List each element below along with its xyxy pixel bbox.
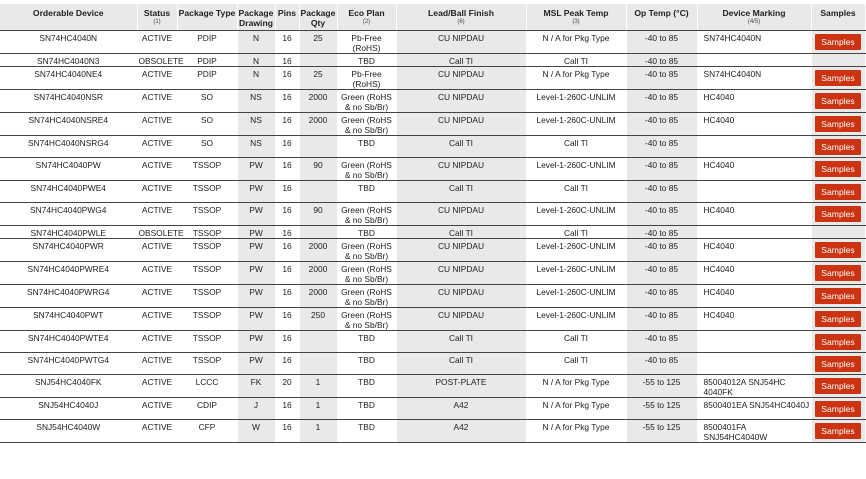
samples-button[interactable]: Samples xyxy=(815,423,860,439)
cell-op-temp: -55 to 125 xyxy=(626,420,697,443)
cell-pins: 16 xyxy=(275,262,299,285)
samples-button[interactable]: Samples xyxy=(815,34,860,50)
table-row xyxy=(0,54,865,67)
cell-package-type: TSSOP xyxy=(177,158,237,181)
cell-device-marking xyxy=(697,353,811,375)
cell-msl-peak-temp: Call TI xyxy=(526,226,626,239)
cell-msl-peak-temp: N / A for Pkg Type xyxy=(526,398,626,420)
cell-samples xyxy=(811,375,865,398)
cell-device: SN74HC4040PWRE4 xyxy=(0,262,137,285)
cell-package-drawing: PW xyxy=(237,203,275,226)
cell-package-qty xyxy=(299,54,337,67)
samples-button[interactable]: Samples xyxy=(815,401,860,417)
cell-eco-plan: TBD xyxy=(337,331,396,353)
cell-status: ACTIVE xyxy=(137,31,177,54)
samples-button[interactable]: Samples xyxy=(815,356,860,372)
cell-msl-peak-temp: Level-1-260C-UNLIM xyxy=(526,203,626,226)
cell-pins: 16 xyxy=(275,331,299,353)
table-row xyxy=(0,285,865,308)
cell-package-qty xyxy=(299,353,337,375)
cell-op-temp: -40 to 85 xyxy=(626,308,697,331)
cell-device: SN74HC4040NSRE4 xyxy=(0,113,137,136)
cell-device: SN74HC4040PWT xyxy=(0,308,137,331)
cell-device: SNJ54HC4040W xyxy=(0,420,137,443)
cell-pins: 16 xyxy=(275,285,299,308)
cell-pins: 16 xyxy=(275,90,299,113)
cell-package-type: TSSOP xyxy=(177,285,237,308)
samples-button[interactable]: Samples xyxy=(815,334,860,350)
cell-package-drawing: PW xyxy=(237,158,275,181)
table-row xyxy=(0,353,865,375)
header-samples: Samples xyxy=(811,4,865,31)
cell-lead-finish: A42 xyxy=(396,398,526,420)
cell-package-type: TSSOP xyxy=(177,262,237,285)
table-row xyxy=(0,136,865,158)
cell-device-marking xyxy=(697,226,811,239)
cell-pins: 16 xyxy=(275,308,299,331)
table-row xyxy=(0,113,865,136)
cell-eco-plan: Green (RoHS & no Sb/Br) xyxy=(337,90,396,113)
cell-msl-peak-temp: Level-1-260C-UNLIM xyxy=(526,90,626,113)
cell-pins: 16 xyxy=(275,113,299,136)
cell-op-temp: -40 to 85 xyxy=(626,239,697,262)
cell-status: ACTIVE xyxy=(137,181,177,203)
cell-package-qty: 25 xyxy=(299,31,337,54)
cell-msl-peak-temp: Call TI xyxy=(526,331,626,353)
samples-button[interactable]: Samples xyxy=(815,161,860,177)
cell-lead-finish: CU NIPDAU xyxy=(396,31,526,54)
cell-samples xyxy=(811,113,865,136)
cell-device-marking: 8500401EA SNJ54HC4040J xyxy=(697,398,811,420)
cell-package-type: LCCC xyxy=(177,375,237,398)
cell-samples xyxy=(811,90,865,113)
cell-samples xyxy=(811,239,865,262)
cell-samples xyxy=(811,67,865,90)
header-orderable-device: Orderable Device xyxy=(0,4,137,31)
table-row xyxy=(0,398,865,420)
cell-device-marking xyxy=(697,331,811,353)
cell-device: SN74HC4040NSR xyxy=(0,90,137,113)
cell-eco-plan: Green (RoHS & no Sb/Br) xyxy=(337,285,396,308)
cell-status: ACTIVE xyxy=(137,136,177,158)
table-row xyxy=(0,158,865,181)
cell-package-type: TSSOP xyxy=(177,353,237,375)
cell-device: SN74HC4040N xyxy=(0,31,137,54)
cell-lead-finish: POST-PLATE xyxy=(396,375,526,398)
cell-package-type: TSSOP xyxy=(177,308,237,331)
cell-lead-finish: Call TI xyxy=(396,136,526,158)
cell-msl-peak-temp: Call TI xyxy=(526,54,626,67)
cell-device-marking: HC4040 xyxy=(697,90,811,113)
header-package-type: Package Type xyxy=(177,4,237,31)
header-package-drawing: Package Drawing xyxy=(237,4,275,31)
cell-device: SN74HC4040PWTG4 xyxy=(0,353,137,375)
cell-samples xyxy=(811,31,865,54)
cell-package-type: CFP xyxy=(177,420,237,443)
cell-op-temp: -40 to 85 xyxy=(626,113,697,136)
table-row xyxy=(0,420,865,443)
cell-samples xyxy=(811,353,865,375)
cell-device: SN74HC4040PWRG4 xyxy=(0,285,137,308)
cell-pins: 16 xyxy=(275,31,299,54)
cell-lead-finish: Call TI xyxy=(396,54,526,67)
table-row xyxy=(0,181,865,203)
cell-eco-plan: TBD xyxy=(337,375,396,398)
cell-package-type: TSSOP xyxy=(177,331,237,353)
cell-device-marking: HC4040 xyxy=(697,262,811,285)
cell-package-qty: 1 xyxy=(299,420,337,443)
cell-package-qty: 2000 xyxy=(299,90,337,113)
cell-eco-plan: TBD xyxy=(337,54,396,67)
cell-pins: 16 xyxy=(275,67,299,90)
cell-package-drawing: PW xyxy=(237,285,275,308)
cell-lead-finish: CU NIPDAU xyxy=(396,308,526,331)
cell-status: OBSOLETE xyxy=(137,54,177,67)
cell-package-qty xyxy=(299,226,337,239)
cell-eco-plan: Green (RoHS & no Sb/Br) xyxy=(337,158,396,181)
cell-lead-finish: A42 xyxy=(396,420,526,443)
cell-device: SN74HC4040PWLE xyxy=(0,226,137,239)
cell-package-drawing: NS xyxy=(237,113,275,136)
cell-op-temp: -40 to 85 xyxy=(626,226,697,239)
cell-package-qty: 25 xyxy=(299,67,337,90)
cell-msl-peak-temp: Level-1-260C-UNLIM xyxy=(526,239,626,262)
table-row xyxy=(0,262,865,285)
cell-package-type: TSSOP xyxy=(177,239,237,262)
cell-device: SN74HC4040PWG4 xyxy=(0,203,137,226)
cell-samples xyxy=(811,136,865,158)
table-row xyxy=(0,331,865,353)
samples-button[interactable]: Samples xyxy=(815,206,860,222)
cell-device-marking xyxy=(697,181,811,203)
cell-samples xyxy=(811,226,865,239)
cell-status: ACTIVE xyxy=(137,285,177,308)
cell-msl-peak-temp: N / A for Pkg Type xyxy=(526,31,626,54)
cell-device: SNJ54HC4040FK xyxy=(0,375,137,398)
cell-msl-peak-temp: Level-1-260C-UNLIM xyxy=(526,308,626,331)
cell-eco-plan: TBD xyxy=(337,136,396,158)
cell-msl-peak-temp: Call TI xyxy=(526,181,626,203)
cell-device: SN74HC4040PWE4 xyxy=(0,181,137,203)
cell-package-type: SO xyxy=(177,113,237,136)
cell-samples xyxy=(811,54,865,67)
header-device-marking: Device Marking (4/5) xyxy=(697,4,811,31)
cell-device: SNJ54HC4040J xyxy=(0,398,137,420)
cell-samples xyxy=(811,308,865,331)
cell-msl-peak-temp: Level-1-260C-UNLIM xyxy=(526,158,626,181)
cell-lead-finish: CU NIPDAU xyxy=(396,239,526,262)
samples-button[interactable]: Samples xyxy=(815,70,860,86)
cell-op-temp: -40 to 85 xyxy=(626,262,697,285)
cell-package-drawing: N xyxy=(237,31,275,54)
samples-button[interactable]: Samples xyxy=(815,265,860,281)
cell-eco-plan: Pb-Free (RoHS) xyxy=(337,31,396,54)
cell-lead-finish: CU NIPDAU xyxy=(396,90,526,113)
table-row xyxy=(0,239,865,262)
cell-device: SN74HC4040NE4 xyxy=(0,67,137,90)
cell-package-drawing: PW xyxy=(237,262,275,285)
samples-button[interactable]: Samples xyxy=(815,93,860,109)
cell-eco-plan: Green (RoHS & no Sb/Br) xyxy=(337,308,396,331)
cell-status: ACTIVE xyxy=(137,375,177,398)
cell-device: SN74HC4040N3 xyxy=(0,54,137,67)
cell-samples xyxy=(811,203,865,226)
cell-samples xyxy=(811,420,865,443)
cell-eco-plan: TBD xyxy=(337,420,396,443)
cell-lead-finish: CU NIPDAU xyxy=(396,158,526,181)
cell-msl-peak-temp: Call TI xyxy=(526,136,626,158)
cell-pins: 16 xyxy=(275,420,299,443)
cell-package-drawing: N xyxy=(237,67,275,90)
cell-eco-plan: Green (RoHS & no Sb/Br) xyxy=(337,203,396,226)
cell-device: SN74HC4040PWR xyxy=(0,239,137,262)
samples-button[interactable]: Samples xyxy=(815,139,860,155)
table-header-row xyxy=(0,4,865,31)
cell-package-drawing: PW xyxy=(237,353,275,375)
cell-device-marking: HC4040 xyxy=(697,203,811,226)
cell-msl-peak-temp: Level-1-260C-UNLIM xyxy=(526,285,626,308)
table-row xyxy=(0,67,865,90)
cell-device-marking xyxy=(697,54,811,67)
cell-lead-finish: CU NIPDAU xyxy=(396,262,526,285)
cell-device-marking: SN74HC4040N xyxy=(697,31,811,54)
cell-eco-plan: TBD xyxy=(337,226,396,239)
samples-button[interactable]: Samples xyxy=(815,242,860,258)
cell-eco-plan: Green (RoHS & no Sb/Br) xyxy=(337,262,396,285)
cell-lead-finish: Call TI xyxy=(396,181,526,203)
cell-device: SN74HC4040PW xyxy=(0,158,137,181)
table-row xyxy=(0,308,865,331)
cell-status: ACTIVE xyxy=(137,420,177,443)
cell-package-qty: 1 xyxy=(299,398,337,420)
cell-package-drawing: PW xyxy=(237,331,275,353)
cell-device: SN74HC4040NSRG4 xyxy=(0,136,137,158)
cell-samples xyxy=(811,398,865,420)
cell-package-type: TSSOP xyxy=(177,181,237,203)
header-lead-finish: Lead/Ball Finish (6) xyxy=(396,4,526,31)
table-body xyxy=(0,31,865,443)
cell-op-temp: -40 to 85 xyxy=(626,31,697,54)
cell-status: OBSOLETE xyxy=(137,226,177,239)
cell-eco-plan: Green (RoHS & no Sb/Br) xyxy=(337,239,396,262)
cell-lead-finish: CU NIPDAU xyxy=(396,113,526,136)
cell-package-drawing: PW xyxy=(237,239,275,262)
cell-device-marking: HC4040 xyxy=(697,308,811,331)
cell-op-temp: -40 to 85 xyxy=(626,331,697,353)
cell-package-type: TSSOP xyxy=(177,226,237,239)
cell-pins: 20 xyxy=(275,375,299,398)
cell-device-marking: 8500401FA SNJ54HC4040W xyxy=(697,420,811,443)
cell-package-drawing: NS xyxy=(237,136,275,158)
cell-pins: 16 xyxy=(275,158,299,181)
cell-status: ACTIVE xyxy=(137,67,177,90)
cell-samples xyxy=(811,181,865,203)
cell-package-qty: 2000 xyxy=(299,262,337,285)
cell-pins: 16 xyxy=(275,136,299,158)
cell-device-marking: 85004012A SNJ54HC 4040FK xyxy=(697,375,811,398)
cell-status: ACTIVE xyxy=(137,158,177,181)
cell-samples xyxy=(811,331,865,353)
cell-op-temp: -40 to 85 xyxy=(626,285,697,308)
cell-package-qty: 2000 xyxy=(299,285,337,308)
cell-lead-finish: CU NIPDAU xyxy=(396,67,526,90)
cell-pins: 16 xyxy=(275,181,299,203)
cell-package-qty: 250 xyxy=(299,308,337,331)
cell-status: ACTIVE xyxy=(137,308,177,331)
cell-pins: 16 xyxy=(275,226,299,239)
cell-msl-peak-temp: N / A for Pkg Type xyxy=(526,375,626,398)
cell-op-temp: -55 to 125 xyxy=(626,398,697,420)
cell-samples xyxy=(811,285,865,308)
cell-device-marking: HC4040 xyxy=(697,239,811,262)
orderable-devices-table xyxy=(0,4,866,443)
cell-pins: 16 xyxy=(275,203,299,226)
cell-status: ACTIVE xyxy=(137,113,177,136)
samples-button[interactable]: Samples xyxy=(815,184,860,200)
table-row xyxy=(0,375,865,398)
cell-status: ACTIVE xyxy=(137,398,177,420)
samples-button[interactable]: Samples xyxy=(815,378,860,394)
cell-device-marking: HC4040 xyxy=(697,285,811,308)
cell-package-qty: 2000 xyxy=(299,113,337,136)
cell-package-drawing: PW xyxy=(237,181,275,203)
cell-op-temp: -40 to 85 xyxy=(626,181,697,203)
cell-package-drawing: PW xyxy=(237,226,275,239)
cell-lead-finish: CU NIPDAU xyxy=(396,203,526,226)
cell-status: ACTIVE xyxy=(137,353,177,375)
cell-package-drawing: J xyxy=(237,398,275,420)
cell-eco-plan: Green (RoHS & no Sb/Br) xyxy=(337,113,396,136)
cell-op-temp: -40 to 85 xyxy=(626,90,697,113)
cell-samples xyxy=(811,158,865,181)
cell-msl-peak-temp: N / A for Pkg Type xyxy=(526,420,626,443)
cell-package-qty: 2000 xyxy=(299,239,337,262)
cell-samples xyxy=(811,262,865,285)
cell-device-marking xyxy=(697,136,811,158)
cell-pins: 16 xyxy=(275,239,299,262)
cell-op-temp: -55 to 125 xyxy=(626,375,697,398)
cell-package-drawing: FK xyxy=(237,375,275,398)
cell-package-type: SO xyxy=(177,90,237,113)
cell-op-temp: -40 to 85 xyxy=(626,54,697,67)
cell-lead-finish: Call TI xyxy=(396,353,526,375)
cell-msl-peak-temp: Level-1-260C-UNLIM xyxy=(526,113,626,136)
cell-package-drawing: N xyxy=(237,54,275,67)
cell-package-qty: 90 xyxy=(299,158,337,181)
cell-package-drawing: PW xyxy=(237,308,275,331)
cell-package-type: PDIP xyxy=(177,67,237,90)
cell-msl-peak-temp: Level-1-260C-UNLIM xyxy=(526,262,626,285)
cell-eco-plan: Pb-Free (RoHS) xyxy=(337,67,396,90)
cell-eco-plan: TBD xyxy=(337,353,396,375)
table-row xyxy=(0,90,865,113)
table-row xyxy=(0,31,865,54)
cell-op-temp: -40 to 85 xyxy=(626,203,697,226)
cell-op-temp: -40 to 85 xyxy=(626,67,697,90)
cell-msl-peak-temp: N / A for Pkg Type xyxy=(526,67,626,90)
cell-op-temp: -40 to 85 xyxy=(626,136,697,158)
cell-package-drawing: W xyxy=(237,420,275,443)
cell-package-type: CDIP xyxy=(177,398,237,420)
cell-pins: 16 xyxy=(275,353,299,375)
cell-package-drawing: NS xyxy=(237,90,275,113)
cell-package-qty xyxy=(299,331,337,353)
header-status: Status (1) xyxy=(137,4,177,31)
cell-device-marking: HC4040 xyxy=(697,113,811,136)
cell-pins: 16 xyxy=(275,54,299,67)
cell-package-type: PDIP xyxy=(177,31,237,54)
cell-package-qty xyxy=(299,181,337,203)
cell-status: ACTIVE xyxy=(137,331,177,353)
cell-op-temp: -40 to 85 xyxy=(626,158,697,181)
cell-status: ACTIVE xyxy=(137,262,177,285)
table-row xyxy=(0,226,865,239)
cell-device-marking: HC4040 xyxy=(697,158,811,181)
header-eco-plan: Eco Plan (2) xyxy=(337,4,396,31)
cell-pins: 16 xyxy=(275,398,299,420)
cell-package-qty: 90 xyxy=(299,203,337,226)
cell-lead-finish: Call TI xyxy=(396,331,526,353)
cell-package-qty xyxy=(299,136,337,158)
samples-button[interactable]: Samples xyxy=(815,116,860,132)
cell-package-type: SO xyxy=(177,136,237,158)
cell-msl-peak-temp: Call TI xyxy=(526,353,626,375)
samples-button[interactable]: Samples xyxy=(815,311,860,327)
cell-device: SN74HC4040PWTE4 xyxy=(0,331,137,353)
cell-status: ACTIVE xyxy=(137,90,177,113)
cell-status: ACTIVE xyxy=(137,239,177,262)
header-package-qty: Package Qty xyxy=(299,4,337,31)
cell-eco-plan: TBD xyxy=(337,181,396,203)
cell-device-marking: SN74HC4040N xyxy=(697,67,811,90)
cell-package-type: PDIP xyxy=(177,54,237,67)
header-pins: Pins xyxy=(275,4,299,31)
cell-package-qty: 1 xyxy=(299,375,337,398)
samples-button[interactable]: Samples xyxy=(815,288,860,304)
cell-eco-plan: TBD xyxy=(337,398,396,420)
header-op-temp: Op Temp (°C) xyxy=(626,4,697,31)
cell-lead-finish: CU NIPDAU xyxy=(396,285,526,308)
table-row xyxy=(0,203,865,226)
cell-op-temp: -40 to 85 xyxy=(626,353,697,375)
cell-package-type: TSSOP xyxy=(177,203,237,226)
cell-lead-finish: Call TI xyxy=(396,226,526,239)
header-msl-peak-temp: MSL Peak Temp (3) xyxy=(526,4,626,31)
cell-status: ACTIVE xyxy=(137,203,177,226)
